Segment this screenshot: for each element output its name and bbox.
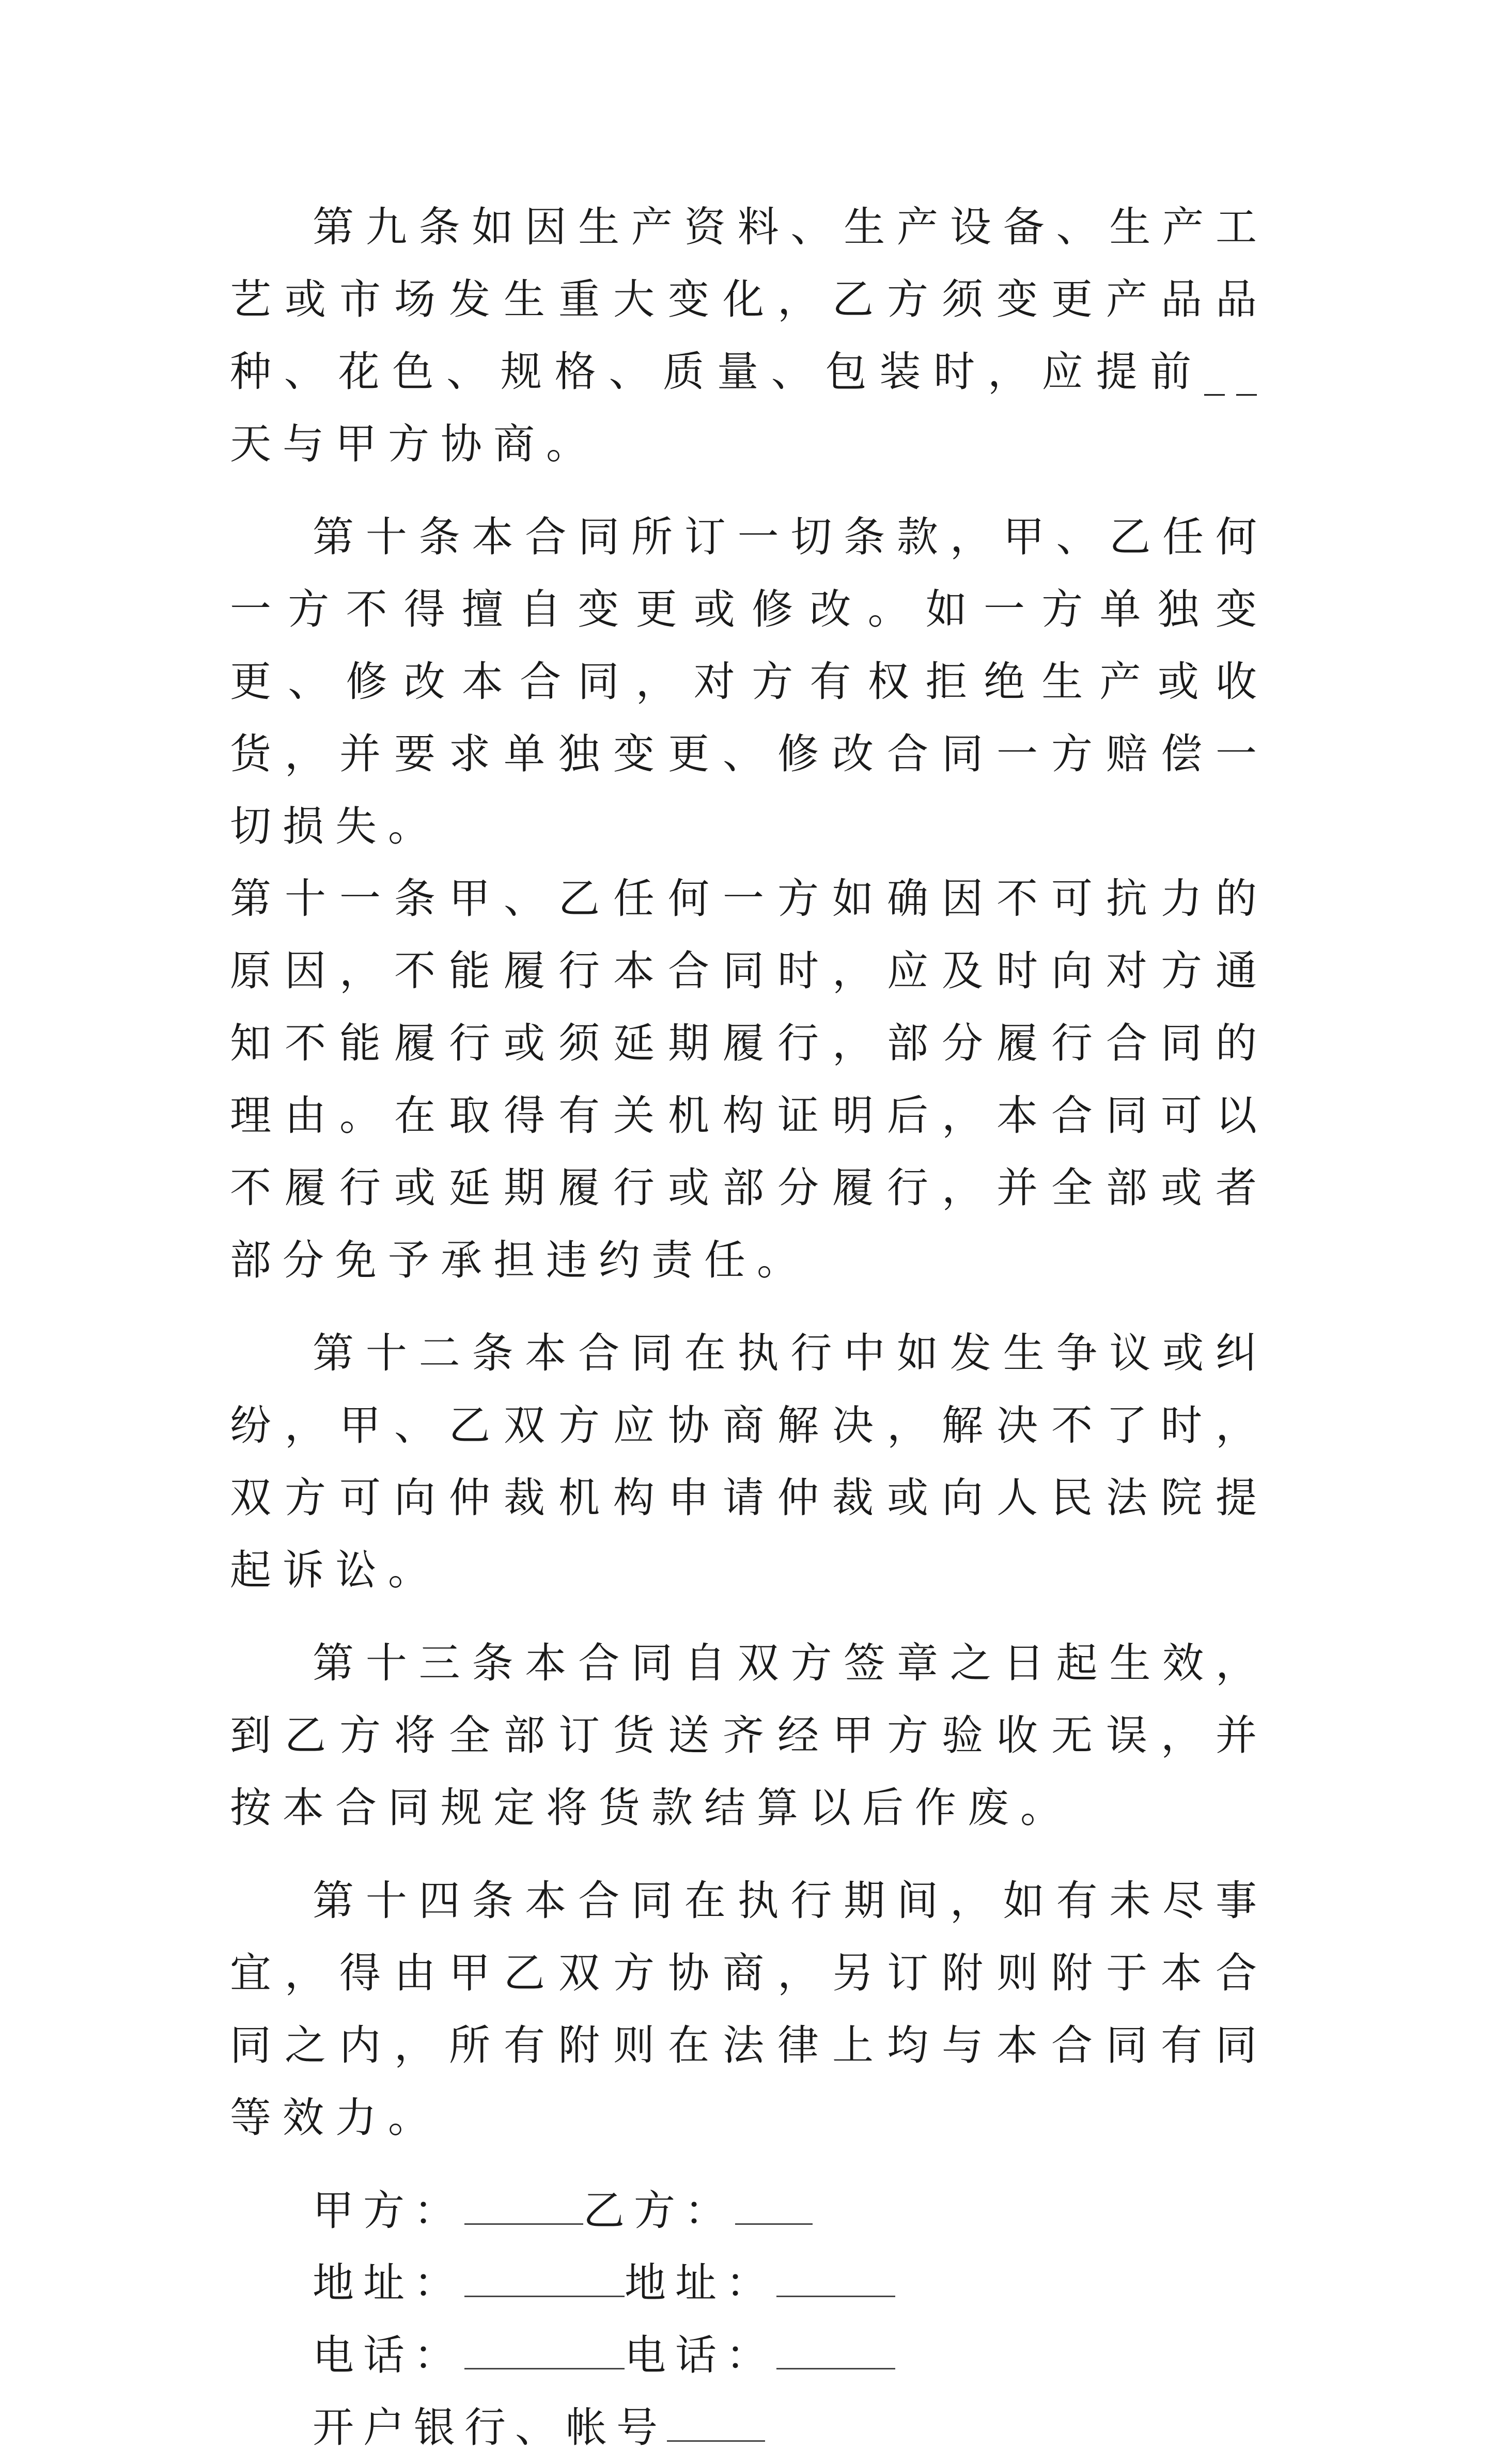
party-b-blank: [735, 2187, 813, 2225]
address-line: [230, 2247, 1268, 2319]
article-12-paragraph: 第十二条本合同在执行中如发生争议或纠纷，甲、乙双方应协商解决，解决不了时，双方可向仲裁机构申请仲裁或向人民法院提起诉讼。: [230, 1329, 1268, 1594]
address-a-label: 地址：: [313, 2259, 464, 2307]
phone-b-blank: [776, 2332, 895, 2369]
party-a-blank: [464, 2187, 583, 2225]
bank-label: 开户银行、帐号: [313, 2404, 667, 2452]
party-a-label: 甲方：: [313, 2187, 464, 2235]
article-11-paragraph: 第十一条甲、乙任何一方如确因不可抗力的原因，不能履行本合同时，应及时向对方通知不能履行或须延期履行，部分履行合同的理由。在取得有关机构证明后，本合同可以不履行或延期履行或部分履行，并全部或者部分免予承担违约责任。: [230, 875, 1268, 1284]
contract-body: [230, 191, 1268, 2464]
party-line: [230, 2175, 1268, 2247]
phone-a-blank: [464, 2332, 625, 2369]
article-9-paragraph: 第九条如因生产资料、生产设备、生产工艺或市场发生重大变化，乙方须变更产品品种、花色、规格、质量、包装时，应提前__天与甲方协商。: [230, 203, 1268, 468]
address-b-blank: [776, 2259, 895, 2297]
bank-blank: [667, 2404, 765, 2442]
phone-a-label: 电话：: [313, 2331, 464, 2379]
address-a-blank: [464, 2259, 625, 2297]
bank-line: [230, 2392, 1268, 2464]
phone-b-label: 电话：: [625, 2331, 776, 2379]
party-b-label: 乙方：: [583, 2187, 735, 2235]
article-10-paragraph: 第十条本合同所订一切条款，甲、乙任何一方不得擅自变更或修改。如一方单独变更、修改本合同，对方有权拒绝生产或收货，并要求单独变更、修改合同一方赔偿一切损失。: [230, 513, 1268, 850]
phone-line: [230, 2319, 1268, 2392]
signature-block: [230, 2175, 1268, 2464]
address-b-label: 地址：: [625, 2259, 776, 2307]
article-13-paragraph: 第十三条本合同自双方签章之日起生效，到乙方将全部订货送齐经甲方验收无误，并按本合同规定将货款结算以后作废。: [230, 1639, 1268, 1832]
article-14-paragraph: 第十四条本合同在执行期间，如有未尽事宜，得由甲乙双方协商，另订附则附于本合同之内，所有附则在法律上均与本合同有同等效力。: [230, 1877, 1268, 2142]
